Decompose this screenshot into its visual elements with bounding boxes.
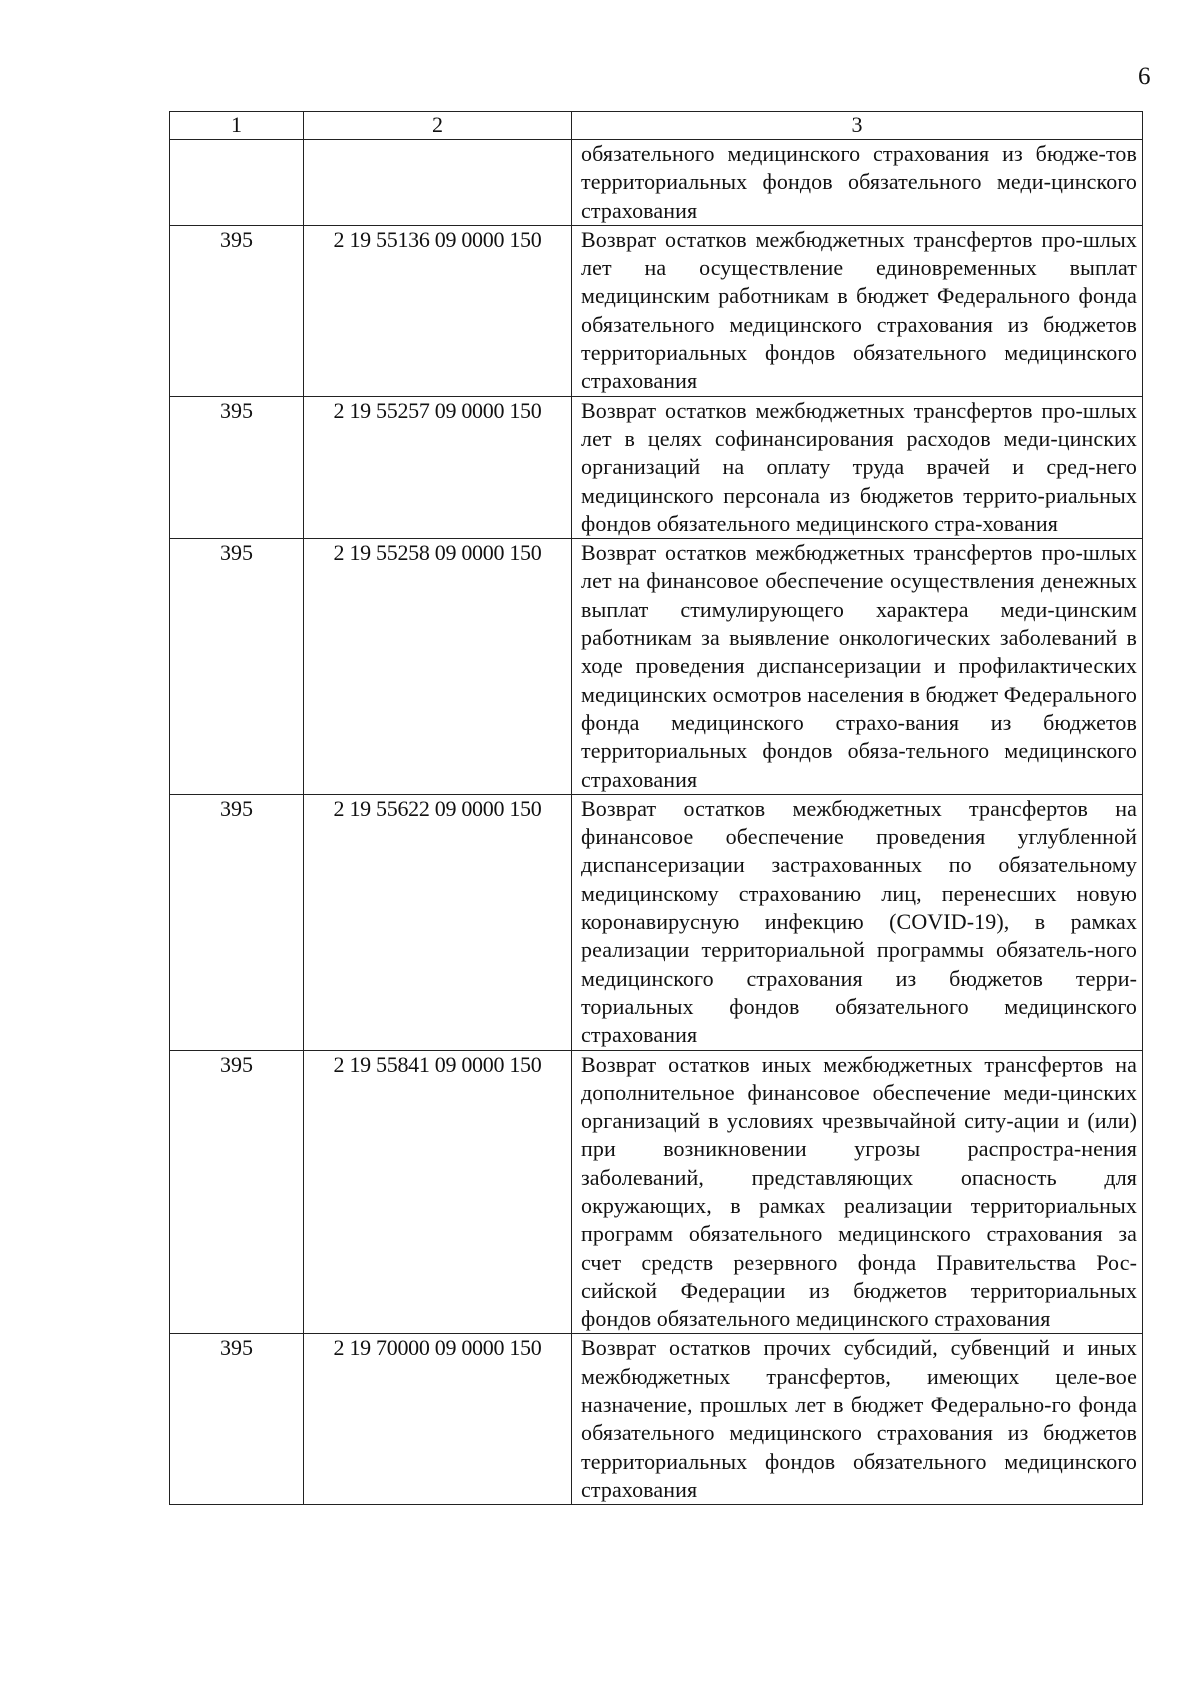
admin-code-cell: 395 bbox=[170, 794, 304, 1050]
table-row bbox=[170, 1050, 1143, 1334]
table-row bbox=[170, 396, 1143, 538]
budget-code-cell: 2 19 55622 09 0000 150 bbox=[304, 794, 572, 1050]
column-header-3: 3 bbox=[572, 112, 1143, 140]
description-cell: Возврат остатков межбюджетных трансфертов про-шлых лет в целях софинансирования расходов меди-цинских организаций на оплату труда врачей и сред-него медицинского персонала из бюджетов террито-риальных фондов обязательного медицинского стра-хования bbox=[572, 396, 1143, 538]
budget-code-cell: 2 19 70000 09 0000 150 bbox=[304, 1334, 572, 1505]
admin-code-cell: 395 bbox=[170, 1334, 304, 1505]
table-row bbox=[170, 794, 1143, 1050]
admin-code-cell: 395 bbox=[170, 396, 304, 538]
admin-code-cell: 395 bbox=[170, 1050, 304, 1334]
table-row bbox=[170, 140, 1143, 226]
budget-code-cell bbox=[304, 140, 572, 226]
budget-code-cell: 2 19 55136 09 0000 150 bbox=[304, 225, 572, 396]
table-row bbox=[170, 225, 1143, 396]
description-cell: Возврат остатков иных межбюджетных трансфертов на дополнительное финансовое обеспечение меди-цинских организаций в условиях чрезвычайной ситу-ации и (или) при возникновении угрозы распростра-нения заболеваний, представляющих опасность для окружающих, в рамках реализации территориальных программ обязательного медицинского страхования за счет средств резервного фонда Правительства Рос-сийской Федерации из бюджетов территориальных фондов обязательного медицинского страхования bbox=[572, 1050, 1143, 1334]
page-number: 6 bbox=[1138, 63, 1151, 90]
budget-codes-table bbox=[169, 111, 1143, 1505]
description-cell: обязательного медицинского страхования из бюдже-тов территориальных фондов обязательного меди-цинского страхования bbox=[572, 140, 1143, 226]
table-header-row bbox=[170, 112, 1143, 140]
column-header-2: 2 bbox=[304, 112, 572, 140]
admin-code-cell bbox=[170, 140, 304, 226]
table-row bbox=[170, 1334, 1143, 1505]
table-row bbox=[170, 539, 1143, 795]
admin-code-cell: 395 bbox=[170, 225, 304, 396]
description-cell: Возврат остатков межбюджетных трансфертов про-шлых лет на финансовое обеспечение осуществления денежных выплат стимулирующего характера меди-цинским работникам за выявление онкологических заболеваний в ходе проведения диспансеризации и профилактических медицинских осмотров населения в бюджет Федерального фонда медицинского страхо-вания из бюджетов территориальных фондов обяза-тельного медицинского страхования bbox=[572, 539, 1143, 795]
budget-code-cell: 2 19 55841 09 0000 150 bbox=[304, 1050, 572, 1334]
admin-code-cell: 395 bbox=[170, 539, 304, 795]
description-cell: Возврат остатков межбюджетных трансфертов на финансовое обеспечение проведения углубленной диспансеризации застрахованных по обязательному медицинскому страхованию лиц, перенесших новую коронавирусную инфекцию (COVID-19), в рамках реализации территориальной программы обязатель-ного медицинского страхования из бюджетов терри-ториальных фондов обязательного медицинского страхования bbox=[572, 794, 1143, 1050]
budget-code-cell: 2 19 55258 09 0000 150 bbox=[304, 539, 572, 795]
budget-code-cell: 2 19 55257 09 0000 150 bbox=[304, 396, 572, 538]
column-header-1: 1 bbox=[170, 112, 304, 140]
description-cell: Возврат остатков прочих субсидий, субвенций и иных межбюджетных трансфертов, имеющих целе-вое назначение, прошлых лет в бюджет Федерально-го фонда обязательного медицинского страхования из бюджетов территориальных фондов обязательного медицинского страхования bbox=[572, 1334, 1143, 1505]
description-cell: Возврат остатков межбюджетных трансфертов про-шлых лет на осуществление единовременных выплат медицинским работникам в бюджет Федерального фонда обязательного медицинского страхования из бюджетов территориальных фондов обязательного медицинского страхования bbox=[572, 225, 1143, 396]
